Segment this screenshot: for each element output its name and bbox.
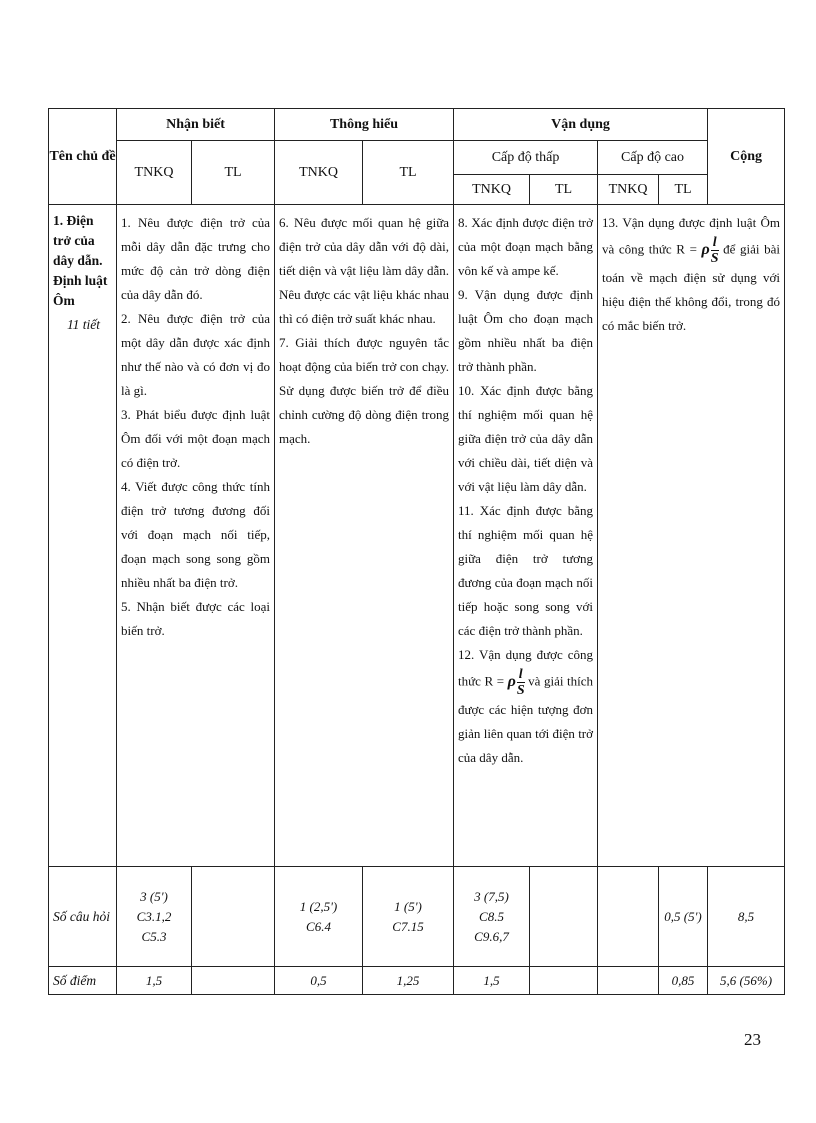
nb-tnkq-count-line: C5.3 (141, 928, 167, 944)
objective-3: 3. Phát biểu được định luật Ôm đối với một đoạn mạch có điện trở. (121, 407, 271, 470)
objective-11: 11. Xác định được bằng thí nghiệm mối quan hệ giữa điện trở tương đương của đoạn mạch nối tiếp hoặc song song với các điện trở thành phần. (458, 503, 594, 638)
objective-12-tail: và giải thích được các hiện tượng đơn giản liên quan tới điện trở của dây dẫn. (458, 673, 594, 765)
thong-hieu-objectives (275, 205, 454, 867)
th-tl-header: TL (363, 141, 454, 205)
nb-tnkq-count (117, 867, 192, 967)
exam-matrix-table (48, 108, 785, 995)
cap-do-cao-header: Cấp độ cao (598, 141, 708, 175)
vdt-tnkq-count-line: C9.6,7 (474, 928, 509, 944)
objective-9: 9. Vận dụng được định luật Ôm cho đoạn mạch gồm nhiều nhất ba điện trở thành phần. (458, 287, 594, 374)
nb-tnkq-header: TNKQ (117, 141, 192, 205)
page-number: 23 (744, 1030, 761, 1049)
vdc-tnkq-header: TNKQ (598, 175, 659, 205)
vdc-tnkq-count (598, 867, 659, 967)
formula-rho-2: ρ (701, 241, 710, 259)
topic-cell (49, 205, 117, 867)
cong-header: Cộng (708, 109, 785, 205)
cap-do-thap-header: Cấp độ thấp (454, 141, 598, 175)
objective-12 (458, 643, 593, 770)
topic-lessons: 11 tiết (66, 317, 101, 332)
vdt-tnkq-header: TNKQ (454, 175, 530, 205)
question-count-label: Số câu hỏi (49, 867, 117, 967)
vdc-tl-count: 0,5 (5') (659, 867, 708, 967)
objective-13 (602, 211, 780, 338)
th-tl-count-line: 1 (5') (394, 898, 422, 914)
nb-tl-header: TL (192, 141, 275, 205)
objective-2: 2. Nêu được điện trở của một dây dẫn được xác định như thế nào và có đơn vị đo là gì. (121, 311, 271, 398)
objective-4: 4. Viết được công thức tính điện trở tương đương đối với đoạn mạch nối tiếp, đoạn mạch song song gồm nhiều nhất ba điện trở. (121, 479, 271, 590)
question-count-row (49, 867, 785, 967)
objective-6: 6. Nêu được mối quan hệ giữa điện trở của dây dẫn với độ dài, tiết diện và vật liệu làm dây dẫn. Nêu được các vật liệu khác nhau thì có điện trở suất khác nhau. (279, 215, 450, 326)
formula-fraction-2 (711, 235, 719, 266)
formula-denominator-2: S (710, 251, 719, 266)
objective-8: 8. Xác định được điện trở của một đoạn mạch bằng vôn kế và ampe kế. (458, 215, 594, 278)
score-label: Số điểm (49, 967, 117, 995)
resistance-formula-2 (702, 235, 719, 266)
nb-tl-count (192, 867, 275, 967)
nb-tl-score (192, 967, 275, 995)
objective-13-tail: để giải bài toán về mạch điện sử dụng với hiệu điện thế không đổi, trong đó có mắc biến trở. (602, 241, 781, 333)
vdt-tl-header: TL (530, 175, 598, 205)
objective-13-lead: 13. Vận dụng được định luật Ôm và công thức R = (602, 215, 781, 257)
vdc-tnkq-score (598, 967, 659, 995)
cong-count: 8,5 (708, 867, 785, 967)
objective-7: 7. Giải thích được nguyên tắc hoạt động của biến trở con chạy. Sử dụng được biến trở để điều chỉnh cường độ dòng điện trong mạch. (279, 335, 450, 446)
nb-tnkq-count-line: C3.1,2 (136, 908, 172, 924)
van-dung-thap-objectives (454, 205, 598, 867)
objective-5: 5. Nhận biết được các loại biến trở. (121, 599, 271, 638)
objective-10: 10. Xác định được bằng thí nghiệm mối quan hệ giữa điện trở của dây dẫn với chiều dài, tiết diện và với vật liệu làm dây dẫn. (458, 383, 594, 494)
van-dung-cao-objectives (598, 205, 785, 867)
nb-tnkq-count-line: 3 (5') (140, 888, 168, 904)
van-dung-header: Vận dụng (454, 109, 708, 141)
formula-numerator: l (518, 667, 523, 682)
objective-12-lead: 12. Vận dụng được công thức R = (458, 647, 594, 689)
th-tl-count (363, 867, 454, 967)
vdc-tl-score: 0,85 (659, 967, 708, 995)
th-tnkq-count (275, 867, 363, 967)
th-tl-count-line: C7.15 (392, 918, 424, 934)
th-tnkq-header: TNKQ (275, 141, 363, 205)
vdc-tl-header: TL (659, 175, 708, 205)
th-tl-score: 1,25 (363, 967, 454, 995)
objective-1: 1. Nêu được điện trở của mỗi dây dẫn đặc trưng cho mức độ cản trở dòng điện của dây dẫn đó. (121, 215, 271, 302)
formula-rho: ρ (507, 673, 516, 691)
nhan-biet-objectives (117, 205, 275, 867)
vdt-tnkq-score: 1,5 (454, 967, 530, 995)
cong-score: 5,6 (56%) (708, 967, 785, 995)
resistance-formula (508, 667, 525, 698)
th-tnkq-score: 0,5 (275, 967, 363, 995)
score-row (49, 967, 785, 995)
nhan-biet-header: Nhận biết (117, 109, 275, 141)
thong-hieu-header: Thông hiểu (275, 109, 454, 141)
topic-name: 1. Điện trở của dây dẫn. Định luật Ôm (53, 213, 108, 308)
vdt-tnkq-count-line: C8.5 (479, 908, 504, 924)
vdt-tl-score (530, 967, 598, 995)
vdt-tnkq-count (454, 867, 530, 967)
th-tnkq-count-line: 1 (2,5') (299, 898, 338, 914)
vdt-tl-count (530, 867, 598, 967)
topic-column-header: Tên chủ đề (49, 109, 117, 205)
formula-fraction (517, 667, 525, 698)
th-tnkq-count-line: C6.4 (306, 918, 331, 934)
vdt-tnkq-count-line: 3 (7,5) (474, 888, 509, 904)
nb-tnkq-score: 1,5 (117, 967, 192, 995)
formula-numerator-2: l (712, 235, 717, 250)
formula-denominator: S (516, 683, 525, 698)
